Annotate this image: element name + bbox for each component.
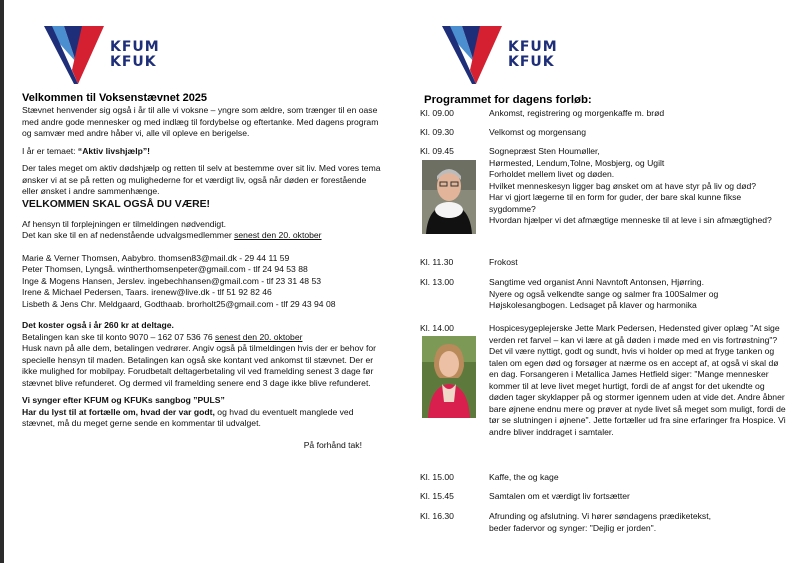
program-time: Kl. 09.45 — [420, 146, 454, 156]
contact-item: Lisbeth & Jens Chr. Meldgaard, Godthaab. brorholt25@gmail.com - tlf 29 43 94 08 — [22, 298, 336, 309]
program-time: Kl. 14.00 — [420, 323, 454, 333]
feedback-bold: Har du lyst til at fortælle om, hvad der var godt, — [22, 406, 215, 417]
program-time: Kl. 09.30 — [420, 127, 454, 137]
logo-line-kfum: KFUM — [110, 39, 160, 55]
registration-deadline: senest den 20. oktober — [234, 230, 322, 240]
theme-value: “Aktiv livshjælp”! — [77, 145, 150, 156]
page-left-edge — [0, 0, 4, 563]
payment-text: Betalingen kan ske til konto 9070 – 162 07 536 76 — [22, 331, 213, 342]
feedback-text — [22, 407, 382, 430]
payment-details: Husk navn på alle dem, betalingen vedrører. Angiv også på tilmeldingen hvis der er behov for specielle hensyn til maden. Betalingen kan også ske kontant ved ankomst til stævnet. Der er ikke mulighed for mobilpay. Forudbetalt deltagerbetaling vil ved framelding senest 3 dage før stævnet blive refunderet. Og dermed vil framelding senere end 3 dage ikke blive refunderet. — [22, 343, 376, 388]
kfum-kfuk-logo — [44, 26, 160, 84]
song-title: Vi synger efter KFUM og KFUKs sangbog ”PULS” — [22, 395, 225, 405]
registration-line-2 — [22, 230, 382, 242]
theme-label: I år er temaet: — [22, 145, 76, 156]
payment-deadline: senest den 20. oktober — [215, 331, 303, 342]
program-text: Samtalen om et værdigt liv fortsætter — [489, 491, 630, 501]
program-time: Kl. 09.00 — [420, 108, 454, 118]
program-text: Sognepræst Sten Houmøller, Hørmested, Lendum,Tolne, Mosbjerg, og Ugilt Forholdet mellem livet og døden. Hvilket menneskesyn ligger bag ønsket om at have styr på liv og død? Har vi gjort lægerne til en form for guder, der bare skal kunne fikse sygdomme? Hvordan hjælper vi det afmægtige menneske til at leve i sin afmægtighed? — [489, 146, 772, 225]
speaker-photo-priest — [422, 160, 476, 234]
logo-line-kfuk: KFUK — [110, 54, 157, 70]
contact-item: Peter Thomsen, Lyngså. wintherthomsenpeter@gmail.com - tlf 24 94 53 88 — [22, 264, 308, 274]
program-time: Kl. 15.00 — [420, 472, 454, 482]
program-title: Programmet for dagens forløb: — [424, 94, 592, 106]
intro-text: Stævnet henvender sig også i år til alle vi voksne – yngre som ældre, som trænger til en oase med andre gode mennesker og med indlæg til fordybelse og eftertanke. Med dagens program og samvær med andre håber vi, alle vil opleve en berigelse. — [22, 105, 379, 138]
logo-line-kfuk: KFUK — [508, 54, 555, 70]
program-text: Afrunding og afslutning. Vi hører søndagens prædiketekst, beder fadervor og synger: "Dejlig er jorden". — [489, 511, 711, 533]
contact-item: Inge & Mogens Hansen, Jerslev. ingebechhansen@gmail.com - tlf 23 31 48 53 — [22, 275, 322, 286]
logo-line-kfum: KFUM — [508, 39, 558, 55]
payment-line — [22, 332, 382, 344]
contact-item: Irene & Michael Pedersen, Taars. irenew@live.dk - tlf 51 92 82 46 — [22, 287, 272, 297]
contact-list — [22, 253, 382, 311]
thanks-text: På forhånd tak! — [303, 439, 362, 450]
speaker-photo-hospice-nurse — [422, 336, 476, 418]
program-time: Kl. 11.30 — [420, 257, 454, 267]
program-text: Ankomst, registrering og morgenkaffe m. brød — [489, 108, 665, 118]
kfum-kfuk-logo-right — [442, 26, 558, 84]
logo-text — [110, 40, 160, 70]
price-title: Det koster også i år 260 kr at deltage. — [22, 320, 174, 330]
program-text: Kaffe, the og kage — [489, 472, 559, 482]
registration-text: Det kan ske til en af nedenstående udvalgsmedlemmer — [22, 230, 232, 240]
welcome-caps: VELKOMMEN SKAL OGSÅ DU VÆRE! — [22, 198, 211, 210]
program-text: Hospicesygeplejerske Jette Mark Pedersen, Hedensted giver oplæg "At sige verden ret farvel – kan vi lære at gå døden i møde med en vis fortrøstning"? Det vil være nyttigt, godt og sundt, hvis vi holder op med at fryge tanken og talen om egen død og forsøger at nærme os en accept af, at også vi skal dø en dag. Forsangeren i Metallica James Hetfield siger: "Mange mennesker kommer til at leve livet meget hurtigt, fordi de af angst for det ukendte og døden tager skyklapper på og stormer igennem uden at vide det. Andre åbner bare øjnene endnu mere og prøver at nyde livet så meget som muligt, fordi de tør se slutningen i øjnene". Jette fortæller ud fra sine erfaringer fra Hospice. Vi andre bliver inddraget i samtaler. — [489, 323, 786, 437]
program-time: Kl. 15.45 — [420, 491, 454, 501]
feedback-rest: og hvad du eventuelt manglede ved stævnet, må du meget gerne sende en kommentar til udvalget. — [22, 406, 354, 428]
program-time: Kl. 16.30 — [420, 511, 454, 521]
program-text: Sangtime ved organist Anni Navntoft Antonsen, Hjørring. Nyere og også velkendte sange og salmer fra 100Salmer og Højskolesangbogen. Ledsaget på klaver og harmonika — [489, 277, 719, 310]
program-text: Frokost — [489, 257, 518, 267]
program-text: Velkomst og morgensang — [489, 127, 586, 137]
theme-text: Der tales meget om aktiv dødshjælp og retten til selv at bestemme over sit liv. Med vores tema ønsker vi at se på retten og mulighederne for et værdigt liv, også når døden er forestående eller ønsket i andre sammenhænge. — [22, 163, 381, 196]
triangle-logo-icon — [442, 26, 502, 84]
registration-line-1: Af hensyn til forplejningen er tilmeldingen nødvendigt. — [22, 218, 226, 229]
welcome-title: Velkommen til Voksenstævnet 2025 — [22, 92, 208, 104]
logo-text — [508, 40, 558, 70]
contact-item: Marie & Verner Thomsen, Aabybro. thomsen83@mail.dk - 29 44 11 59 — [22, 252, 290, 263]
theme-line — [22, 146, 382, 158]
triangle-logo-icon — [44, 26, 104, 84]
program-time: Kl. 13.00 — [420, 277, 454, 287]
